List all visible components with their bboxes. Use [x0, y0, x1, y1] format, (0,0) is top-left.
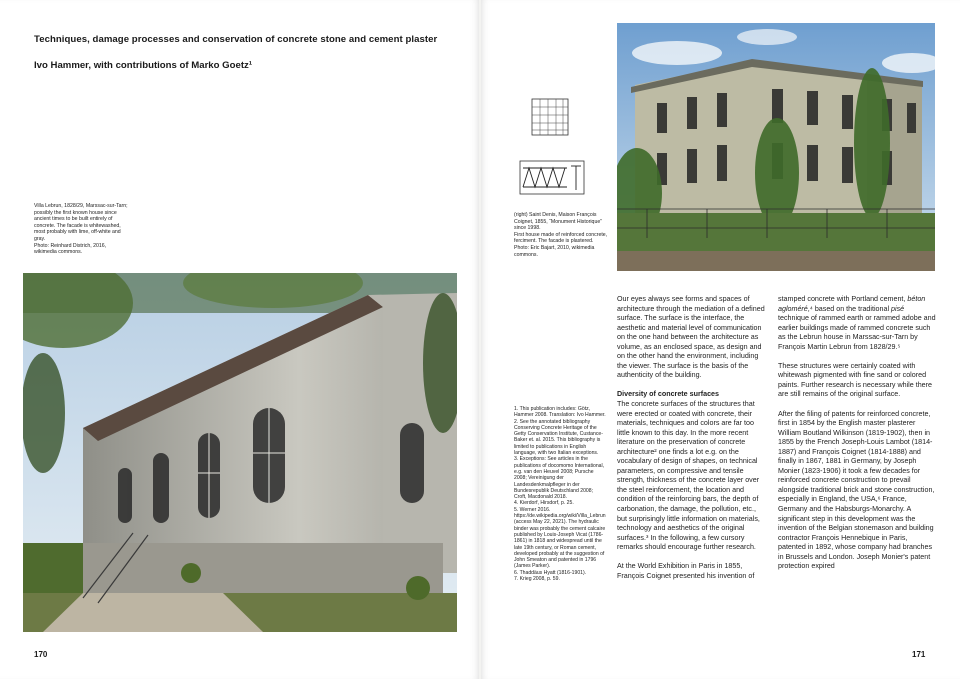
body-column-2 [778, 295, 936, 581]
footnote-6: 6. Thaddäus Hyatt (1816-1901). [514, 569, 587, 576]
body-paragraph: These structures were certainly coated with whitewash pigmented with fine sand or colored paints. Further research is necessary while there are still remains of the original surface. [778, 361, 932, 399]
text-run: stamped concrete with Portland cement, [778, 295, 908, 303]
footnote-4: 4. Kierdorf, Hirsdorf, p. 25. [514, 500, 574, 507]
photo-villa-lebrun [23, 273, 457, 632]
section-heading: Diversity of concrete surfaces [617, 390, 719, 399]
footnote-1: 1. This publication includes: Götz, Hammer 2008. Translation: Ivo Hammer. [514, 406, 606, 419]
text-run: technique of rammed earth or rammed adobe and earlier buildings made of rammed concrete such as the Lebrun house in Marssac-sur-Tarn by François Martin Lebrun from 1828/29.⁵ [778, 314, 936, 351]
body-column-1 [617, 295, 767, 591]
footnote-7: 7. Krieg 2008, p. 59. [514, 576, 560, 583]
footnote-2: 2. See the annotated bibliography Conserving Concrete Heritage of the Getty Conservation Institute, Custance-Baker et. al. 2015. This bibliography is limited to publications in English language, with two Italian exceptions. [514, 418, 603, 457]
photo-maison-coignet [617, 23, 935, 271]
article-title: Techniques, damage processes and conservation of concrete stone and cement plaster [34, 34, 438, 45]
caption-maison-coignet: (right) Saint Denis, Maison François Coignet, 1855, “Monument Historique” since 1998. First house made of reinforced concrete, ferciment. The facade is plastered. Photo: Eric Bajart, 2010, wikimedia commons. [514, 212, 608, 258]
body-paragraph: Our eyes always see forms and spaces of architecture through the mediation of a defined surface. The surface is the interface, the aesthetic and material level of communication on the one hand between the architecture as volume, as an enclosed space, as design and on the other hand the environment, including the viewer. The surface is the basis of the authenticity of the building. [617, 295, 765, 380]
text-run: ,⁴ based on the traditional [807, 304, 892, 313]
sketch-reinforcement-grid [530, 97, 570, 137]
left-page [0, 0, 479, 679]
article-authors: Ivo Hammer, with contributions of Marko Goetz¹ [34, 60, 253, 71]
page-number-left: 170 [34, 650, 48, 659]
sketch-truss-section [519, 160, 585, 195]
footnote-3: 3. Exceptions: See articles in the publications of docomomo International, e.g. van den Heuvel 2008; Pursche 2008; Vereinigung der Landesdenkmalpfleger in der Bundesrepublik Deutschland 2008; Croft, Macdonald 2018. [514, 456, 605, 501]
page-number-right: 171 [912, 650, 926, 659]
caption-villa-lebrun: Villa Lebrun, 1828/29, Marssac-sur-Tarn; possibly the first known house since ancient times to be built entirely of concrete. The facade is whitewashed, most probably with lime, off-white and gray. Photo: Reinhard Districh, 2016, wikimedia commons. [34, 203, 128, 256]
italic-term: pisé [891, 304, 905, 313]
italic-term: béton agloméré [778, 295, 926, 313]
body-paragraph: The concrete surfaces of the structures that were erected or coated with concrete, their materials, techniques and colors are far too little known to this day. In the more recent literature on the preservation of concrete architecture² one finds a lot e.g. on the vocabulary of design of shapes, on technical parameters, on compressive and tensile strength, thickness of the concrete layer over the steel reinforcement, the location and condition of the reinforcing bars, the depth of carbonation, the damage, the pollution, etc., but surprisingly little information on materials, technology and aesthetics of the original surfaces.³ In the following, a few cursory remarks should encourage further research. [617, 400, 760, 552]
body-paragraph: After the filing of patents for reinforced concrete, first in 1854 by the English master plasterer William Boutland Wilkinson (1819-1902), then in 1855 by the French Joseph-Louis Lambot (1814-1887) and François Coignet (1814-1888) and finally in 1867, 1881 in Germany, by Joseph Monier (1823-1906) it took a few decades for reinforced concrete construction to prevail alongside traditional brick and stone construction, especially in England, the USA,⁶ France, Germany and the Habsburgs-Monarchy. A significant step in this development was the invention of the Belgian stonemason and building contractor François Hennebique in Paris, patented in 1892, whose company had branches in Brussels and London. Joseph Monier's patent protection expired [778, 409, 935, 571]
body-paragraph: At the World Exhibition in Paris in 1855, François Coignet presented his invention of [617, 562, 755, 580]
footnotes [514, 406, 606, 582]
footnote-5: 5. Werner 2016. https://de.wikipedia.org/wiki/Villa_Lebrun (access May 22, 2021). The hydraulic binder was probably the cement calcaire published by Louis-Joseph Vicat (1786-1861) in 1818 and widespread until the late 19th century, or Roman cement, developed probably at the suggestion of John Smeaton and patented in 1796 (James Parker). [514, 506, 606, 570]
body-paragraph [778, 295, 936, 352]
